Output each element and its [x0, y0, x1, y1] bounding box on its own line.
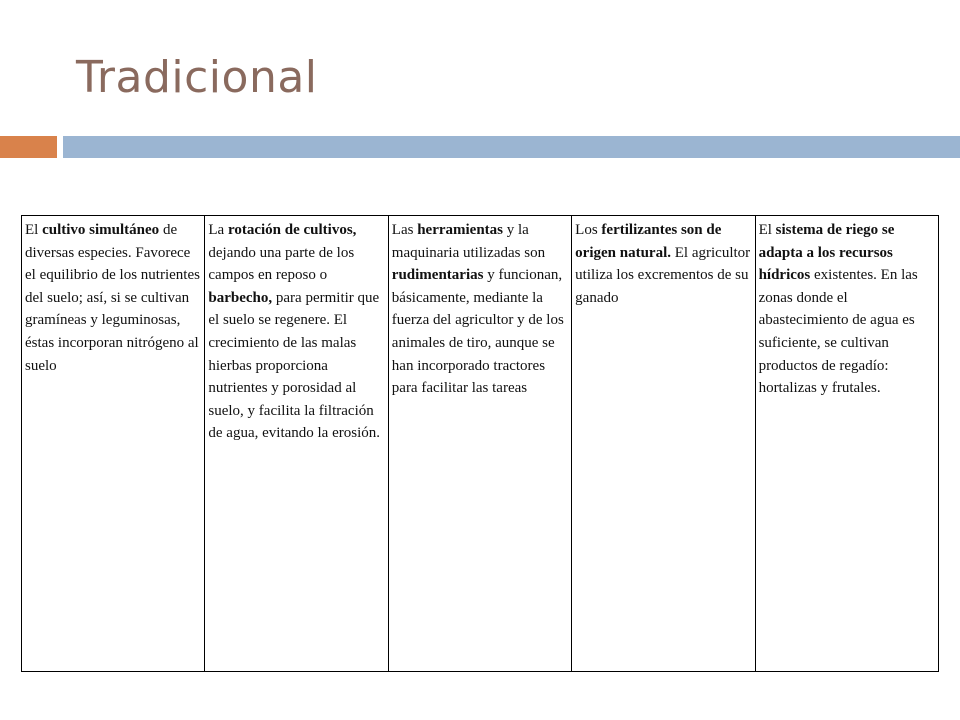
characteristics-table — [21, 215, 939, 672]
table-cell-fertilizantes — [572, 216, 755, 672]
cell-text: El — [25, 222, 43, 238]
table-cell-riego — [755, 216, 938, 672]
table-cell-rotacion — [205, 216, 388, 672]
cell-text-bold: cultivo simultáneo — [42, 222, 160, 238]
cell-text: de diversas especies. Favorece el equilibrio de los nutrientes del suelo; así, si se cultivan gramíneas y leguminosas, éstas incorporan nitrógeno al suelo — [25, 222, 200, 374]
cell-text-bold: sistema de riego se adapta a los recursos hídricos — [758, 222, 895, 284]
cell-text-bold: rudimentarias — [391, 267, 484, 284]
slide-title: Tradicional — [76, 52, 318, 103]
cell-text: y la maquinaria utilizadas son — [391, 222, 546, 261]
cell-text: La — [208, 222, 228, 238]
cell-text-bold: barbecho, — [208, 289, 273, 306]
cell-text-bold: herramientas — [417, 222, 504, 238]
table-cell-herramientas — [388, 216, 571, 672]
table-cell-cultivo — [22, 216, 205, 672]
cell-text: para permitir que el suelo se regenere. El crecimiento de las malas hierbas proporciona nutrientes y porosidad al suelo, y facilita la filtración de agua, evitando la erosión. — [208, 289, 380, 442]
cell-text: dejando una parte de los campos en reposo o — [208, 244, 355, 284]
table-row — [22, 216, 939, 672]
accent-bar-orange — [0, 136, 57, 158]
cell-text-bold: fertilizantes son de origen natural. — [575, 222, 722, 261]
cell-text: existentes. En las zonas donde el abastecimiento de agua es suficiente, se cultivan productos de regadío: hortalizas y frutales. — [758, 267, 918, 397]
cell-text: Las — [391, 222, 418, 238]
cell-text: Los — [575, 222, 602, 238]
cell-text-bold: rotación de cultivos, — [227, 222, 357, 238]
cell-text: y funcionan, básicamente, mediante la fuerza del agricultor y de los animales de tiro, aunque se han incorporado tractores para facilitar las tareas — [391, 267, 564, 397]
cell-text: El agricultor utiliza los excrementos de su ganado — [575, 244, 751, 306]
accent-bar-blue — [63, 136, 960, 158]
cell-text: El — [758, 222, 776, 238]
